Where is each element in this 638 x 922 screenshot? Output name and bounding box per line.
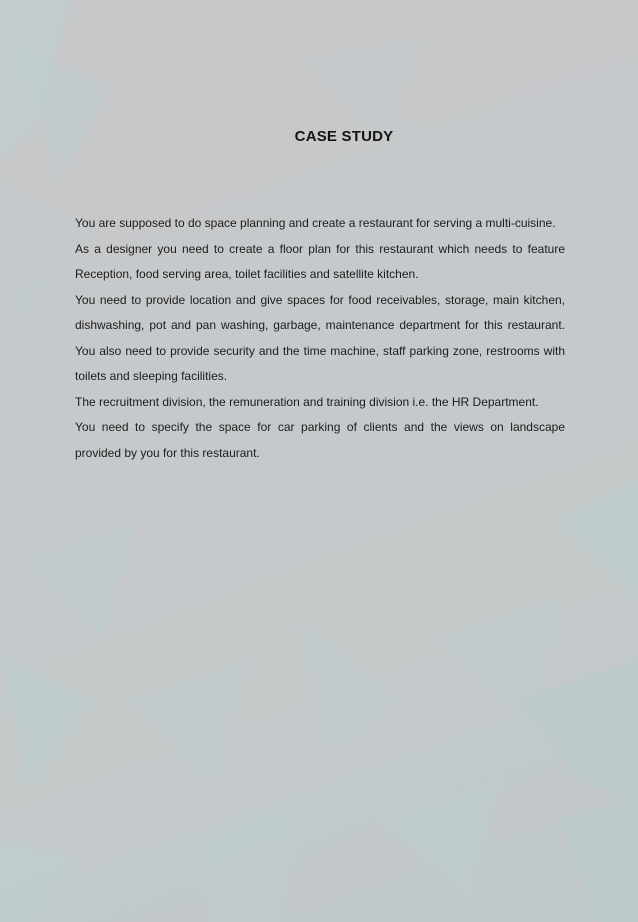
- paragraph: You are supposed to do space planning and create a restaurant for serving a multi-cuisine.: [75, 216, 556, 230]
- paragraph: You need to provide location and give spaces for food receivables, storage, main kitchen, dishwashing, pot and pan washing, garbage, maintenance department for this restaurant. You also need to provide security and the time machine, staff parking zone, restrooms with toilets and sleeping facilities.: [75, 292, 565, 383]
- case-study-body: [75, 211, 565, 466]
- paragraph: The recruitment division, the remuneration and training division i.e. the HR Department.: [75, 394, 539, 409]
- paragraph: As a designer you need to create a floor plan for this restaurant which needs to feature Reception, food serving area, toilet facilities and satellite kitchen.: [75, 241, 565, 281]
- paragraph: You need to specify the space for car parking of clients and the views on landscape provided by you for this restaurant.: [75, 420, 565, 460]
- page-title: CASE STUDY: [294, 128, 394, 145]
